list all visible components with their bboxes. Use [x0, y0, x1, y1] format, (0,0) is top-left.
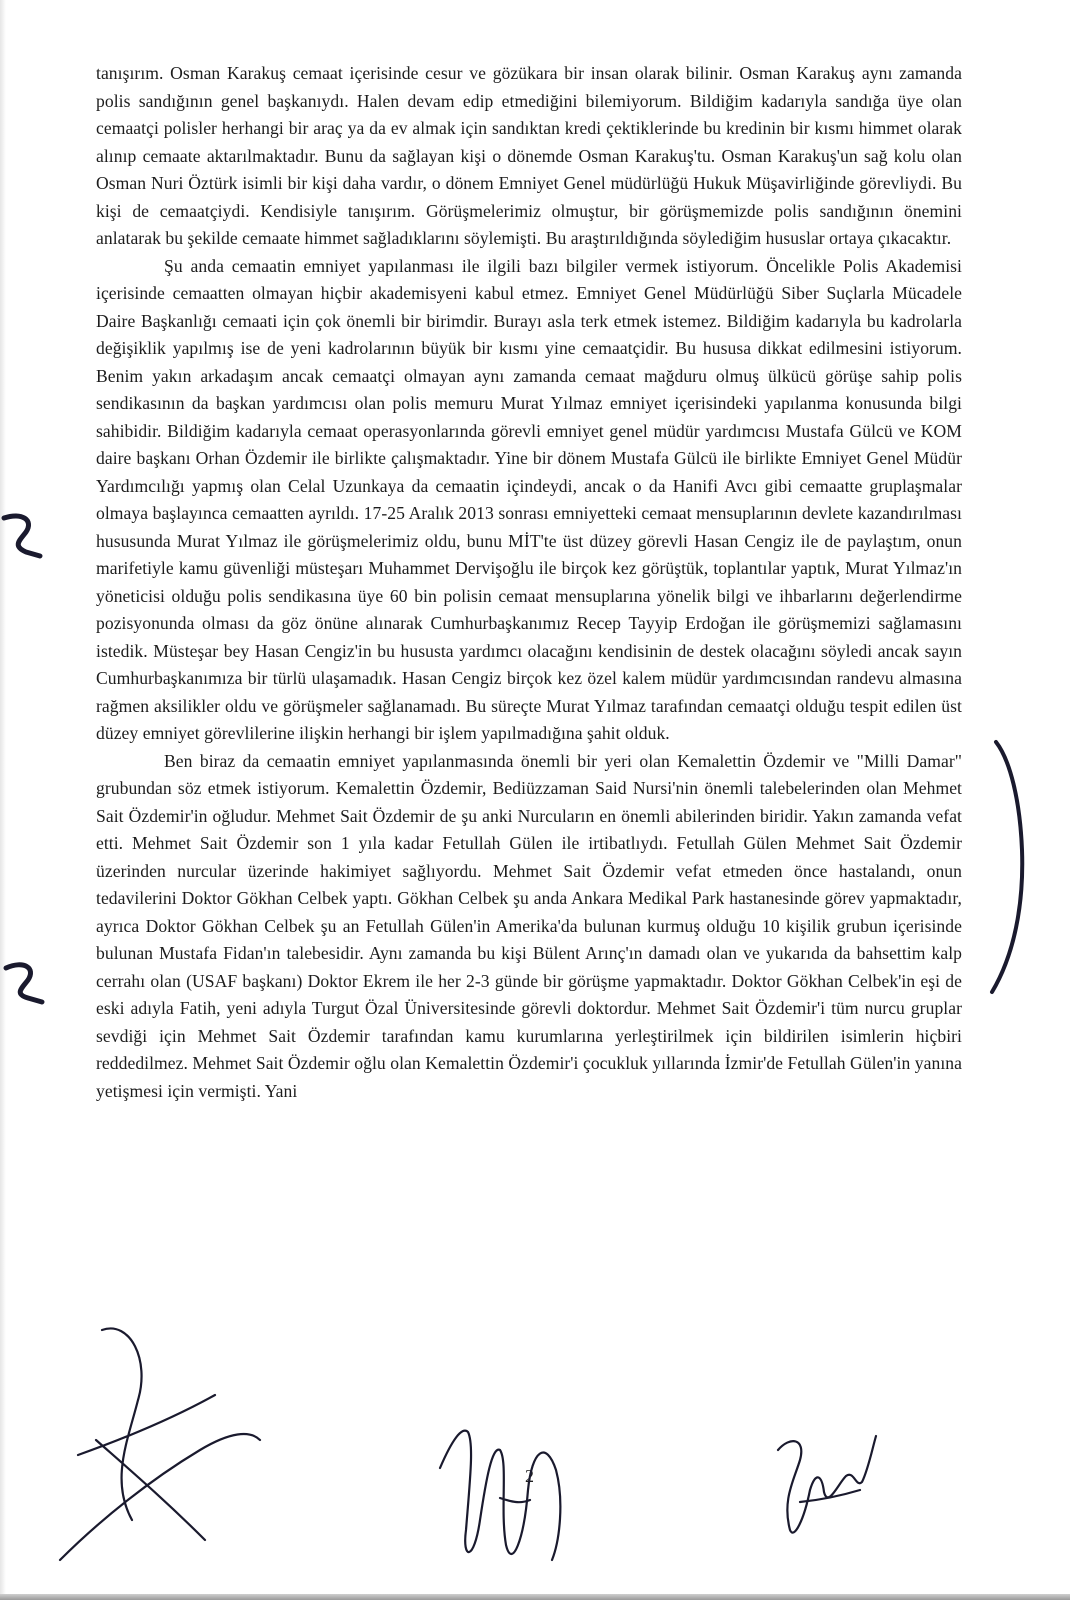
statement-text: [96, 60, 962, 1105]
scan-bottom-edge: [0, 1594, 1070, 1600]
margin-mark-left-1: [4, 516, 40, 556]
paragraph-2: Şu anda cemaatin emniyet yapılanması ile ilgili bazı bilgiler vermek istiyorum. Öncelikle Polis Akademisi içerisinde cemaatten olmayan hiçbir akademisyeni kabul etmez. Emniyet Genel Müdürlüğü Siber Suçlarla Mücadele Daire Başkanlığı cemaati için çok önemli bir birimdir. Burayı asla terk etmek istemez. Bildiğim kadarıyla bu kadrolarla değişiklik yapılmış ise de yeni kadrolarının büyük bir kısmı yine cemaatçidir. Bu hususa dikkat edilmesini istiyorum. Benim yakın arkadaşım ancak cemaatçi olmayan aynı zamanda cemaat mağduru olmuş ülkücü görüşe sahip polis sendikasının da başkan yardımcısı olan polis memuru Murat Yılmaz emniyet içerisindeki yapılanma konusunda bilgi sahibidir. Bildiğim kadarıyla cemaat operasyonlarında görevli emniyet genel müdür yardımcısı Mustafa Gülcü ve KOM daire başkanı Orhan Özdemir ile birlikte çalışmaktadır. Yine bir dönem Mustafa Gülcü ile birlikte Emniyet Genel Müdür Yardımcılığı yapmış olan Celal Uzunkaya da cemaatin içindeydi, ancak o da Hanifi Avcı gibi cemaatte gruplaşmalar olmaya başlayınca cemaatten ayrıldı. 17-25 Aralık 2013 sonrası emniyetteki cemaat mensuplarının devlete kazandırılması hususunda Murat Yılmaz ile görüşmelerimiz oldu, bunu MİT'te üst düzey görevli Hasan Cengiz ile de paylaştım, onun marifetiyle kamu güvenliği müsteşarı Muhammet Dervişoğlu ile birçok kez görüştük, toplantılar yaptık, Murat Yılmaz'ın yöneticisi olduğu polis sendikasına üye 60 bin polisin cemaat mensuplarına yönelik bilgi ve ihbarlarını değerlendirme pozisyonunda olması da göz önüne alınarak Cumhurbaşkanımız Recep Tayyip Erdoğan ile görüşmemizi sağlamasını istedik. Müsteşar bey Hasan Cengiz'in bu hususta yardımcı olacağını kendisinin de destek olacağını söyledi ancak sayın Cumhurbaşkanımıza bir türlü ulaşamadık. Hasan Cengiz birçok kez özel kalem müdür yardımcısından randevu almasına rağmen aksilikler oldu ve görüşmeler sağlanamadı. Bu süreçte Murat Yılmaz tarafından cemaatçi olduğu tespit edilen üst düzey emniyet görevlilerine ilişkin herhangi bir işlem yapılmadığına şahit olduk.: [96, 255, 962, 743]
paragraph-3: Ben biraz da cemaatin emniyet yapılanmasında önemli bir yeri olan Kemalettin Özdemir ve "Milli Damar" grubundan söz etmek istiyorum. Kemalettin Özdemir, Bediüzzaman Said Nursi'nin önemli talebelerinden olan Mehmet Sait Özdemir'in oğludur. Mehmet Sait Özdemir de şu anki Nurcuların en önemli abilerinden biridir. Yakın zamanda vefat etti. Mehmet Sait Özdemir son 1 yıla kadar Fetullah Gülen ile irtibatlıydı. Fetullah Gülen Mehmet Sait Özdemir üzerinden nurcular üzerinde hakimiyet sağlıyordu. Mehmet Sait Özdemir vefat etmeden önce hastalandı, onun tedavilerini Doktor Gökhan Celbek yaptı. Gökhan Celbek şu anda Ankara Medikal Park hastanesinde görev yapmaktadır, ayrıca Doktor Gökhan Celbek şu an Fetullah Gülen'in Amerika'da bulunan kurmuş olduğu 10 kişilik grubun içerisinde bulunan Mustafa Fidan'ın talebesidir. Aynı zamanda bu kişi Bülent Arınç'ın damadı olan ve yukarıda da bahsettim kalp cerrahı olan (USAF başkanı) Doktor Ekrem ile her 2-3 günde bir görüşme yapmaktadır. Doktor Gökhan Celbek'in eşi de eski adıyla Fatih, yeni adıyla Turgut Özal Üniversitesinde görevli doktordur. Mehmet Sait Özdemir'i tüm nurcu gruplar sevdiği için Mehmet Sait Özdemir tarafından kamu kurumlarına yerleştirilmek için bildirilen isimlerin hiçbiri reddedilmez. Mehmet Sait Özdemir oğlu olan Kemalettin Özdemir'i çocukluk yıllarında İzmir'de Fetullah Gülen'in yanına yetişmesi için vermişti. Yani: [96, 750, 962, 1101]
page-number: 2: [525, 1466, 534, 1486]
margin-mark-left-2: [6, 965, 42, 1002]
paragraph-1: tanışırım. Osman Karakuş cemaat içerisinde cesur ve gözükara bir insan olarak bilinir. Osman Karakuş aynı zamanda polis sandığının genel başkanıydı. Halen devam edip etmediğini bilemiyorum. Bildiğim kadarıyla sandığa üye olan cemaatçi polisler herhangi bir araç ya da ev almak için sandıktan kredi çektiklerinde bu kredinin bir kısmı himmet olarak alınıp cemaate aktarılmaktadır. Bunu da sağlayan kişi o dönemde Osman Karakuş'tu. Osman Karakuş'un sağ kolu olan Osman Nuri Öztürk isimli bir kişi daha vardır, o dönem Emniyet Genel müdürlüğü Hukuk Müşavirliğinde görevliydi. Bu kişi de cemaatçiydi. Kendisiyle tanışırım. Görüşmelerimiz olmuştur, bir görüşmemizde polis sandığının önemini anlatarak bu şekilde cemaate himmet sağladıklarını söylemişti. Bu araştırıldığında söylediğim hususlar ortaya çıkacaktır.: [96, 63, 962, 248]
signature-right: [778, 1436, 876, 1533]
scan-edge-shadow: [0, 0, 6, 1600]
signature-left: [60, 1328, 260, 1560]
margin-bracket-right: [992, 742, 1022, 992]
signature-middle: [440, 1431, 560, 1560]
